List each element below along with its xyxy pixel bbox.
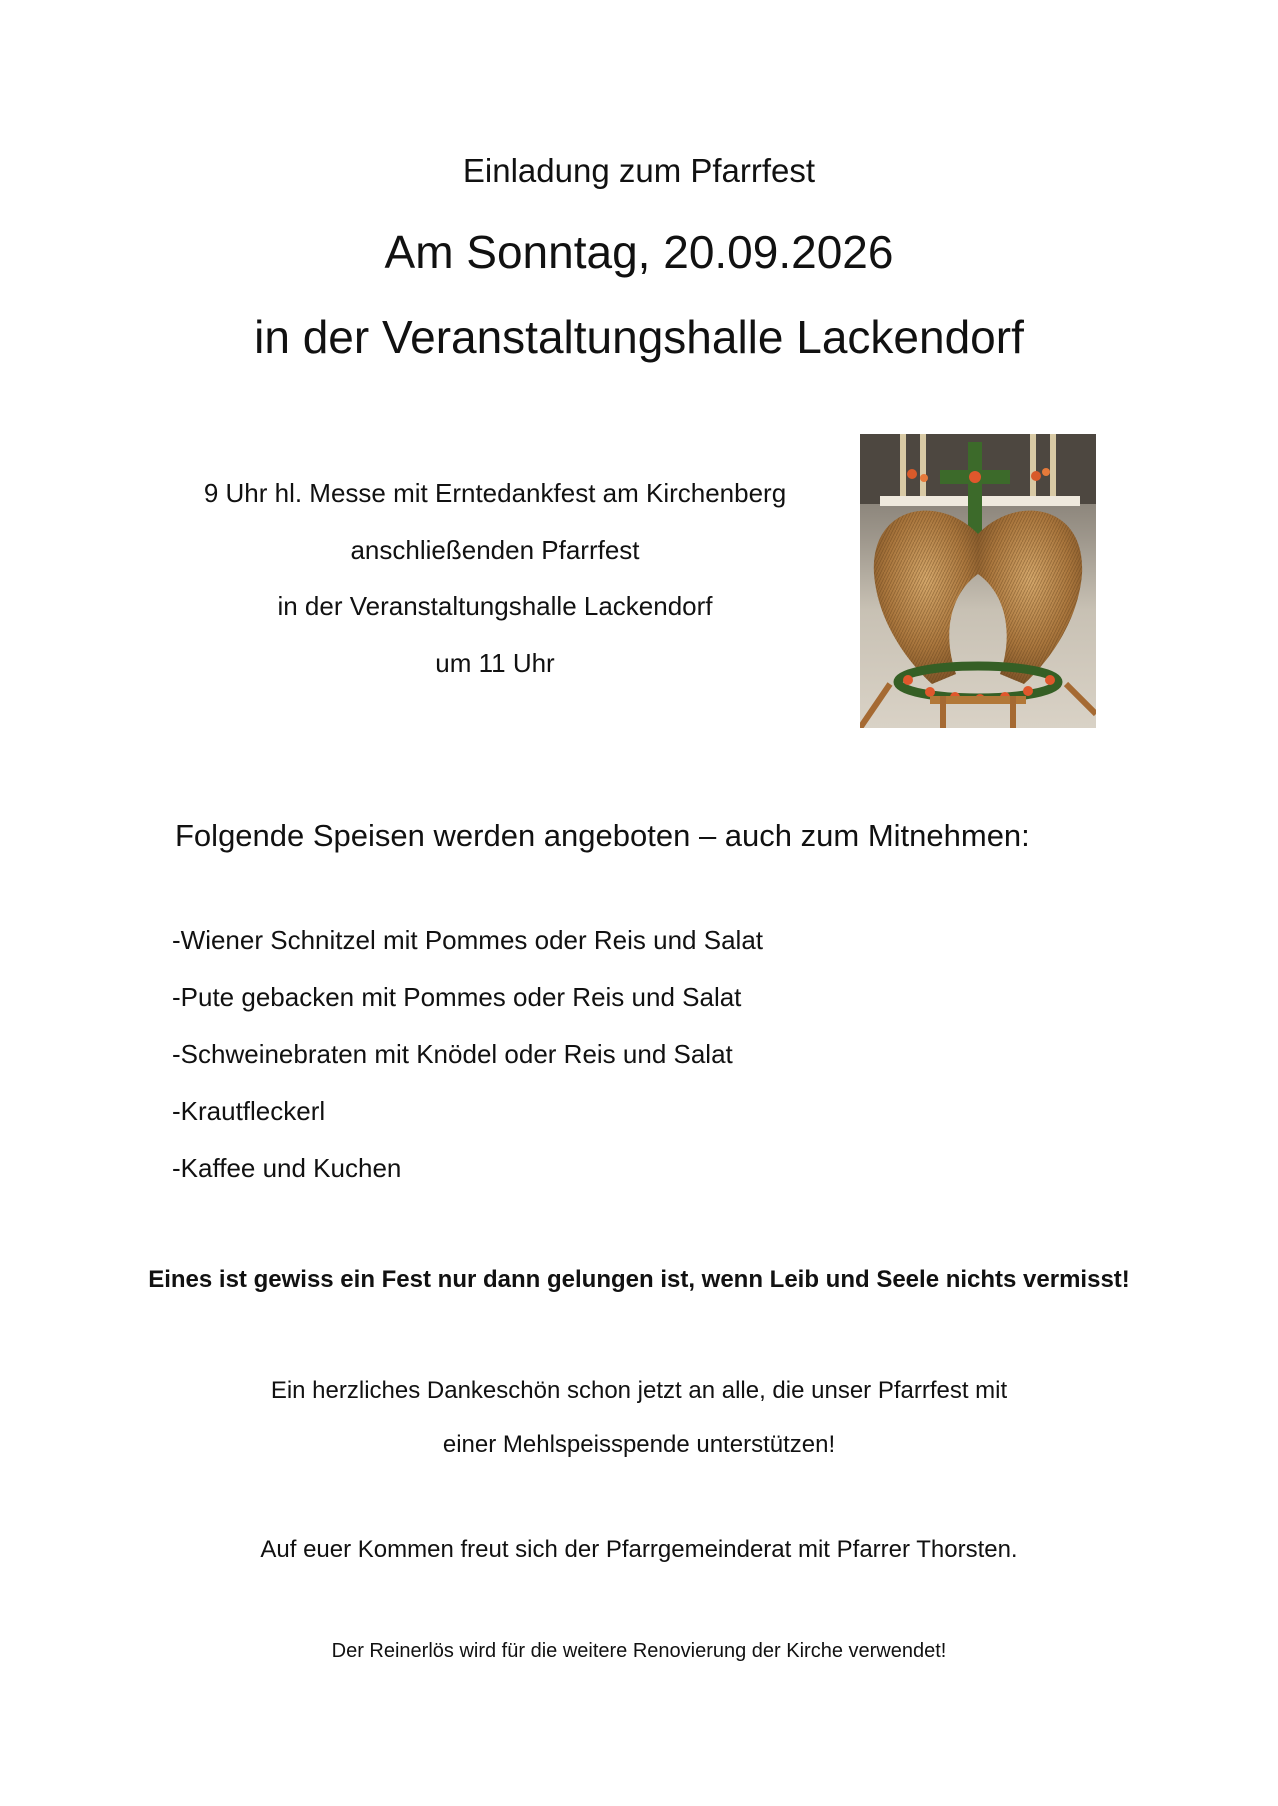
welcome-text: Auf euer Kommen freut sich der Pfarrgemeinderat mit Pfarrer Thorsten. bbox=[260, 1536, 1018, 1563]
schedule-line-venue: in der Veranstaltungshalle Lackendorf bbox=[277, 591, 713, 621]
schedule-line-fest: anschließenden Pfarrfest bbox=[350, 535, 640, 565]
menu-item: -Wiener Schnitzel mit Pommes oder Reis und Salat bbox=[172, 925, 764, 955]
menu-item: -Schweinebraten mit Knödel oder Reis und Salat bbox=[172, 1039, 733, 1069]
event-date: Am Sonntag, 20.09.2026 bbox=[384, 226, 894, 278]
thanks-line-2: einer Mehlspeisspende unterstützen! bbox=[442, 1431, 836, 1458]
harvest-crown-photo bbox=[860, 434, 1096, 728]
harvest-crown-icon bbox=[860, 434, 1096, 728]
proceeds-note: Der Reinerlös wird für die weitere Renovierung der Kirche verwendet! bbox=[331, 1640, 947, 1662]
invite-heading: Einladung zum Pfarrfest bbox=[462, 152, 816, 189]
menu-item: -Krautfleckerl bbox=[172, 1096, 326, 1126]
menu-heading: Folgende Speisen werden angeboten – auch zum Mitnehmen: bbox=[175, 818, 1030, 853]
thanks-line-1: Ein herzliches Dankeschön schon jetzt an alle, die unser Pfarrfest mit bbox=[270, 1377, 1008, 1404]
menu-item: -Pute gebacken mit Pommes oder Reis und Salat bbox=[172, 982, 742, 1012]
schedule-line-mass: 9 Uhr hl. Messe mit Erntedankfest am Kirchenberg bbox=[203, 478, 787, 508]
schedule-line-time: um 11 Uhr bbox=[435, 648, 555, 678]
motto-text: Eines ist gewiss ein Fest nur dann gelungen ist, wenn Leib und Seele nichts vermisst! bbox=[148, 1266, 1130, 1293]
menu-item: -Kaffee und Kuchen bbox=[172, 1153, 402, 1183]
event-venue: in der Veranstaltungshalle Lackendorf bbox=[254, 311, 1024, 363]
